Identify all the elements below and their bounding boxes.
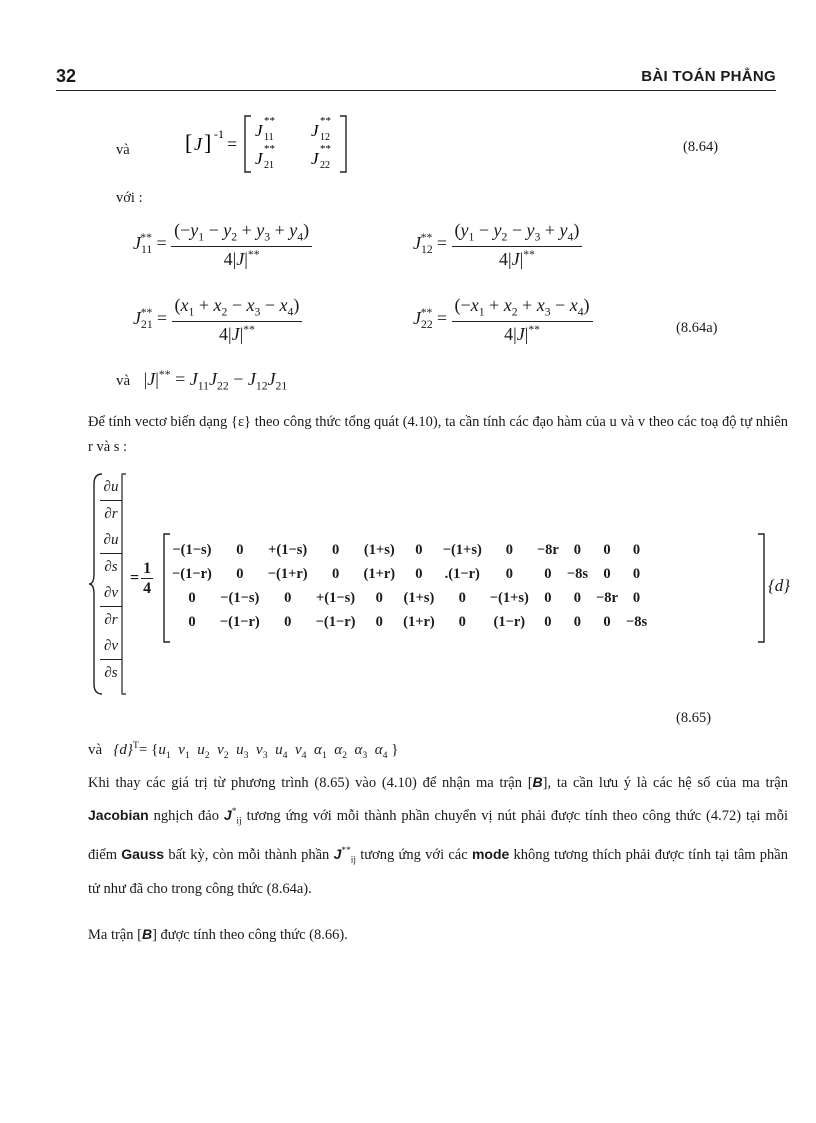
matrix-row [168, 562, 651, 586]
matrix-cell: 0 [603, 541, 611, 558]
deriv-du-dr: ∂u ∂r [100, 474, 122, 527]
deriv-dv-dr: ∂v ∂r [100, 580, 122, 633]
matrix-cell: −8r [595, 589, 618, 606]
matrix-cell: 0 [236, 565, 244, 582]
svg-text:J: J [194, 134, 202, 154]
matrix-cell: (1+s) [403, 589, 435, 606]
matrix-cell: 0 [632, 589, 641, 606]
matrix-cell: 0 [284, 613, 292, 630]
deriv-du-ds: ∂u ∂s [100, 527, 122, 580]
matrix-cell: −(1−r) [219, 613, 260, 630]
svg-text:J: J [311, 149, 319, 168]
matrix-cell: 0 [573, 613, 582, 630]
matrix-row [168, 586, 651, 610]
matrix-row [168, 538, 651, 562]
matrix-right-bracket [756, 532, 766, 644]
matrix-cell: 0 [188, 613, 196, 630]
matrix-cell: −(1+r) [267, 565, 308, 582]
body-paragraph-2 [88, 920, 788, 950]
matrix-cell: 0 [544, 589, 552, 606]
displacement-vector-d: {d} [768, 576, 791, 595]
matrix-cell: 0 [544, 565, 552, 582]
svg-text:22: 22 [320, 160, 330, 171]
matrix-cell: 0 [458, 589, 466, 606]
matrix-cell: (1+r) [363, 565, 396, 582]
formula-J22: $J_{22}^{**}$ = $\frac{(-x_1 + x_2 + x_3 - x_4)}{4|J|^{**}}$ [413, 295, 593, 345]
chapter-title: BÀI TOÁN PHẲNG [641, 68, 776, 85]
deriv-dv-ds: ∂v ∂s [100, 633, 122, 686]
matrix-cell: −(1+s) [489, 589, 529, 606]
matrix-cell: 0 [544, 613, 552, 630]
svg-text:J: J [311, 121, 319, 140]
matrix-cell: 0 [458, 613, 466, 630]
equation-number-8-65: (8.65) [676, 710, 712, 726]
matrix-cell: 0 [505, 541, 513, 558]
formula-J11: $J_{11}^{**}$ = $\frac{(-y_1 - y_2 + y_3 + y_4)}{4|J|^{**}}$ [133, 220, 312, 270]
matrix-cell: (1+s) [363, 541, 395, 558]
bp1-text-3: nghịch đảo [148, 807, 224, 824]
matrix-cell: −8r [536, 541, 559, 558]
derivative-vector [88, 470, 128, 698]
matrix-table [168, 538, 651, 634]
page-number: 32 [56, 66, 77, 86]
matrix-cell: 0 [331, 565, 340, 582]
equation-8-64 [183, 112, 373, 181]
bp1-text-2: ], ta cần lưu ý là các hệ số của ma trận [542, 775, 788, 791]
matrix-cell: 0 [603, 565, 611, 582]
bp1-mode: mode [471, 845, 510, 862]
bp2-text-2: ] được tính theo công thức (8.66). [152, 927, 348, 943]
matrix-row [168, 610, 651, 634]
bp2-text-1: Ma trận [ [88, 927, 142, 943]
page-header [56, 66, 776, 91]
svg-text:=: = [227, 134, 238, 154]
matrix-cell: (1+r) [403, 613, 435, 630]
matrix-cell: 0 [573, 541, 582, 558]
voi-label: với : [116, 190, 143, 206]
matrix-cell: −8s [625, 613, 648, 630]
matrix-cell: 0 [415, 541, 423, 558]
matrix-cell: +(1−s) [316, 589, 356, 606]
matrix-cell: −(1−s) [172, 541, 212, 558]
svg-text:-1: -1 [214, 127, 224, 141]
svg-text:J: J [255, 121, 263, 140]
bp1-text-7: không tương thích phải được tính tại tâm phần tử như đã cho trong công thức (8.64a). [88, 846, 788, 898]
equation-number-8-64a: (8.64a) [676, 320, 718, 336]
inverse-jacobian-matrix [183, 112, 373, 176]
svg-text:21: 21 [264, 160, 274, 171]
matrix-cell: −(1−r) [315, 613, 356, 630]
matrix-cell: −(1−r) [172, 565, 212, 582]
matrix-cell: 0 [632, 565, 641, 582]
bp1-matrix-B: B [532, 774, 543, 790]
body-paragraph-1: Khi thay các giá trị từ phương trình (8.65) vào (4.10) để nhận ma trận [B], ta cần lưu ý là các hệ số của ma trận Jacobian nghịch đảo $J^*_{ij}$ tương ứng với mỗi thành phần chuyển vị nút phải được tính theo công thức (4.72) tại mỗi điểm Gauss bất kỳ, còn mỗi thành phần $J^{**}_{ij}$ tương ứng với các mode không tương thích phải được tính tại tâm phần tử như đã cho trong công thức (8.64a). [88, 774, 788, 898]
svg-text:]: ] [204, 130, 212, 155]
matrix-cell: 0 [284, 589, 292, 606]
svg-text:**: ** [320, 143, 331, 155]
matrix-cell: 0 [236, 541, 244, 558]
matrix-cell: +(1−s) [268, 541, 308, 558]
matrix-cell: −(1+s) [442, 541, 482, 558]
intro-paragraph: Để tính vectơ biến dạng {ε} theo công thức tổng quát (4.10), ta cần tính các đạo hàm của u và v theo các toạ độ tự nhiên r và s : [88, 414, 788, 455]
svg-text:12: 12 [320, 132, 330, 143]
bp1-text-1: Khi thay các giá trị từ phương trình (8.65) vào (4.10) để nhận ma trận [ [88, 775, 533, 791]
connector-va-2: và [116, 373, 131, 389]
bp1-text-6: tương ứng với các [356, 846, 472, 863]
svg-text:J: J [255, 149, 263, 168]
dT-vector: và $\{d\}^T= \{u_1$ $v_1$ $u_2$ $v_2$ $u_3$ $v_3$ $u_4$ $v_4$ $\alpha_1$ $\alpha_2$ $\alpha_3$ $\alpha_4$ } [88, 740, 399, 761]
bp1-jacobian: Jacobian [88, 806, 149, 823]
matrix-cell: 0 [375, 613, 383, 630]
matrix-cell: 0 [415, 565, 423, 582]
matrix-cell: 0 [505, 565, 513, 582]
matrix-cell: .(1−r) [444, 565, 480, 582]
bp1-text-4: tương ứng với mỗi thành phần chuyển vị nút phải được tính theo công thức (4.72) tại mỗi điểm [88, 807, 788, 863]
bp2-matrix-B: B [141, 926, 153, 942]
bp1-gauss: Gauss [121, 845, 165, 862]
formula-det-J: và $|J|^{**} = J_{11}J_{22} - J_{12}J_{21}$ [116, 368, 288, 393]
svg-text:**: ** [320, 115, 331, 127]
connector-va: và [116, 142, 130, 158]
svg-text:11: 11 [264, 132, 274, 143]
matrix-cell: 0 [632, 541, 641, 558]
matrix-cell: −(1−s) [220, 589, 260, 606]
bp1-text-5: bất kỳ, còn mỗi thành phần [164, 846, 334, 863]
matrix-cell: 0 [331, 541, 340, 558]
svg-text:[: [ [185, 130, 193, 155]
matrix-cell: −8s [566, 565, 588, 582]
equation-number-8-64: (8.64) [683, 139, 719, 155]
matrix-cell: 0 [603, 613, 611, 630]
matrix-cell: 0 [375, 589, 383, 606]
connector-va-3: và [88, 742, 103, 758]
formula-J21: $J_{21}^{**}$ = $\frac{(x_1 + x_2 - x_3 - x_4)}{4|J|^{**}}$ [133, 295, 302, 345]
svg-text:**: ** [264, 115, 275, 127]
formula-J12: $J_{12}^{**}$ = $\frac{(y_1 - y_2 - y_3 + y_4)}{4|J|^{**}}$ [413, 220, 582, 270]
equals-quarter: = $\frac{1}{4}$ [130, 560, 152, 597]
matrix-cell: 0 [188, 589, 196, 606]
matrix-cell: (1−r) [493, 613, 526, 630]
svg-text:**: ** [264, 143, 275, 155]
matrix-cell: 0 [573, 589, 582, 606]
